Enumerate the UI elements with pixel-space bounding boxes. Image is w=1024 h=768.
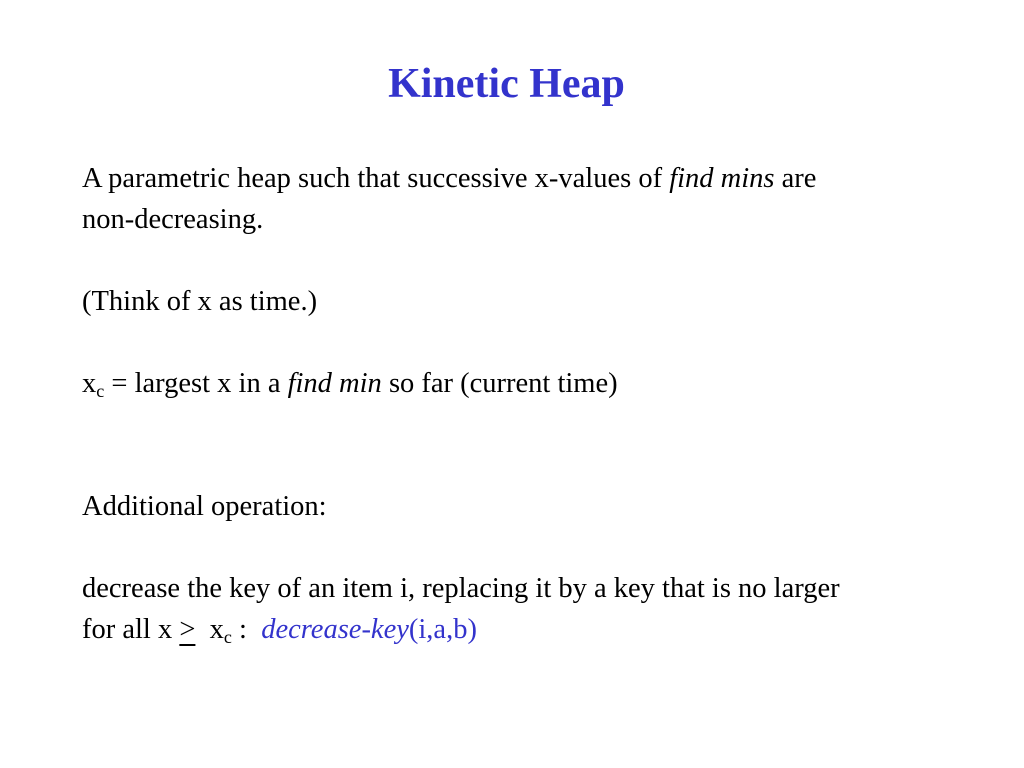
find-min-term: find min (287, 368, 382, 399)
slide-title: Kinetic Heap (388, 61, 625, 107)
definition-line-2: non-decreasing. (82, 204, 264, 235)
colon-text: : (231, 614, 262, 645)
operation-description-line-1: decrease the key of an item i, replacing it by a key that is no larger (82, 573, 840, 604)
xc-variable: x (82, 368, 97, 399)
operation-description-line-2 (82, 609, 477, 650)
additional-operation-heading: Additional operation: (82, 491, 327, 522)
current-time-definition (82, 363, 618, 404)
decrease-key-args: (i,a,b) (408, 614, 477, 645)
definition-line-1 (82, 158, 816, 199)
xc-description: so far (current time) (381, 368, 618, 399)
xc-subscript: c (96, 381, 105, 401)
time-note: (Think of x as time.) (82, 286, 318, 317)
definition-text: A parametric heap such that successive x-values of (82, 163, 670, 194)
xc-equals-text: = largest x in a (104, 368, 288, 399)
for-all-text: for all x (82, 614, 180, 645)
definition-text-end: are (774, 163, 817, 194)
xc-subscript-2: c (223, 627, 232, 647)
greater-equal-symbol: > (179, 614, 196, 645)
decrease-key-operation: decrease-key (261, 614, 409, 645)
find-mins-term: find mins (669, 163, 775, 194)
xc-variable-2: x (195, 614, 224, 645)
